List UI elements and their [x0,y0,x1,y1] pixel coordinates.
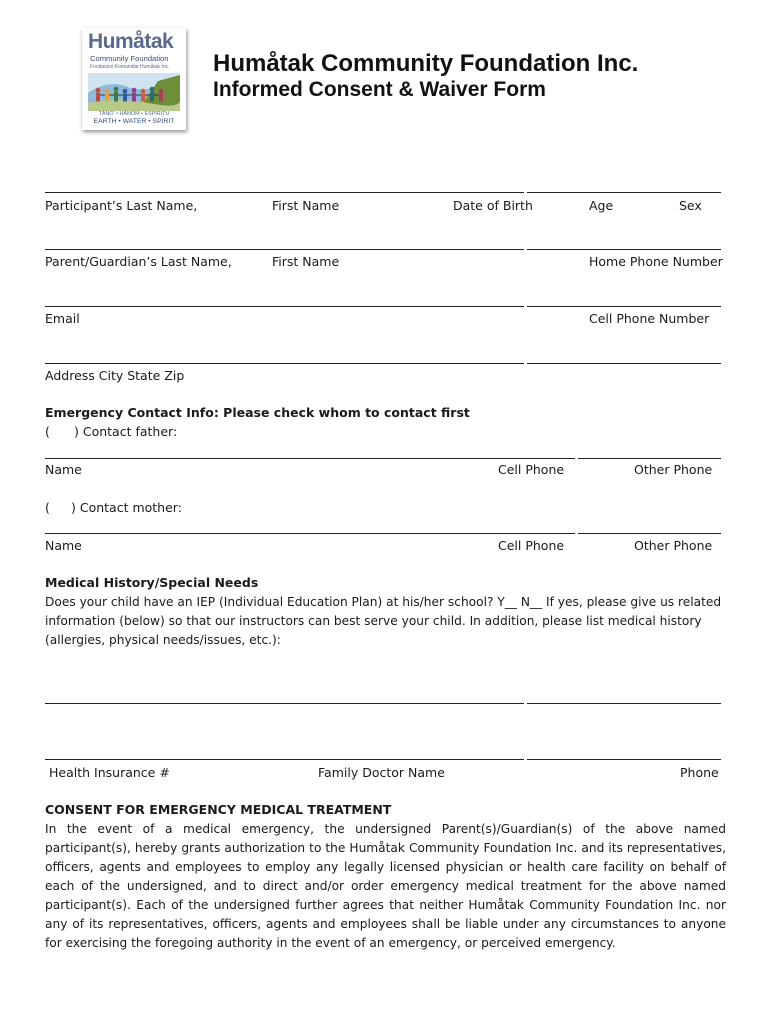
home-phone-line[interactable] [527,249,721,250]
guardian-last-name-label: Parent/Guardian’s Last Name, [45,254,232,269]
doctor-phone-label: Phone [680,765,719,780]
father-cell-phone-label: Cell Phone [498,462,565,477]
mother-name-line[interactable] [45,533,575,534]
father-name-label: Name [45,462,82,477]
mother-name-label: Name [45,538,82,553]
consent-heading: CONSENT FOR EMERGENCY MEDICAL TREATMENT [45,802,392,817]
date-of-birth-label: Date of Birth [453,198,533,213]
medical-history-line-right[interactable] [527,703,721,704]
foundation-logo [82,28,186,130]
address-label: Address City State Zip [45,368,185,383]
home-phone-label: Home Phone Number [589,254,723,269]
contact-father-label: ) Contact father: [74,424,178,439]
guardian-name-line[interactable] [45,249,524,250]
participant-first-name-label: First Name [272,198,340,213]
logo-name: Humåtak [88,30,174,53]
age-label: Age [589,198,614,213]
contact-mother-checkbox[interactable]: ( [45,500,50,515]
logo-tagline-chamorro: TÅNO' • HÅNOM • ESPIRITU [98,111,170,117]
father-other-phone-line[interactable] [578,458,721,459]
address-line[interactable] [45,363,524,364]
family-doctor-label: Family Doctor Name [318,765,445,780]
mother-cell-phone-label: Cell Phone [498,538,565,553]
doctor-phone-line[interactable] [527,759,721,760]
father-other-phone-label: Other Phone [634,462,713,477]
contact-mother-label: ) Contact mother: [71,500,182,515]
participant-name-line[interactable] [45,192,524,193]
address-line-right[interactable] [527,363,721,364]
cell-phone-line[interactable] [527,306,721,307]
participant-last-name-label: Participant’s Last Name, [45,198,198,213]
emergency-contact-heading: Emergency Contact Info: Please check whom to contact first [45,405,470,420]
insurance-doctor-line[interactable] [45,759,524,760]
medical-history-line[interactable] [45,703,524,704]
medical-info-line: information (below) so that our instructors can best serve your child. In addition, please list medical history [45,614,702,628]
medical-allergies-line: (allergies, physical needs/issues, etc.): [45,633,281,647]
father-name-line[interactable] [45,458,575,459]
mother-other-phone-line[interactable] [578,533,721,534]
cell-phone-label: Cell Phone Number [589,311,710,326]
logo-tagline: EARTH • WATER • SPIRIT [93,118,175,125]
logo-children-illustration [88,73,180,111]
medical-history-heading: Medical History/Special Needs [45,575,259,590]
form-title: Informed Consent & Waiver Form [213,78,546,101]
sex-label: Sex [679,198,702,213]
consent-body: In the event of a medical emergency, the undersigned Parent(s)/Guardian(s) of the above named participant(s), hereby grants authorization to the Humåtak Community Foundation Inc. and its representatives, officers, agents and employees to employ any legally licensed physician or health care facility on behalf of each of the undersigned, and to direct and/or order emergency medical treatment for the above named participant(s). Each of the undersigned further agrees that neither Humåtak Community Foundation Inc. nor any of its representatives, officers, agents and employees shall be liable under any circumstances to anyone for exercising the foregoing authority in the event of an emergency, or perceived emergency. [45,822,726,950]
form-org-title: Humåtak Community Foundation Inc. [213,50,639,77]
mother-other-phone-label: Other Phone [634,538,713,553]
logo-subtitle-chamorro: Fondasion Komunidat Humåtak Inc. [90,64,170,70]
medical-iep-question: Does your child have an IEP (Individual Education Plan) at his/her school? Y__ N__ If yes, please give us related [45,595,722,609]
email-line[interactable] [45,306,524,307]
guardian-first-name-label: First Name [272,254,340,269]
health-insurance-label: Health Insurance # [49,765,170,780]
email-label: Email [45,311,80,326]
contact-father-checkbox[interactable]: ( [45,424,50,439]
logo-subtitle: Community Foundation [90,54,169,63]
participant-age-sex-line[interactable] [527,192,721,193]
